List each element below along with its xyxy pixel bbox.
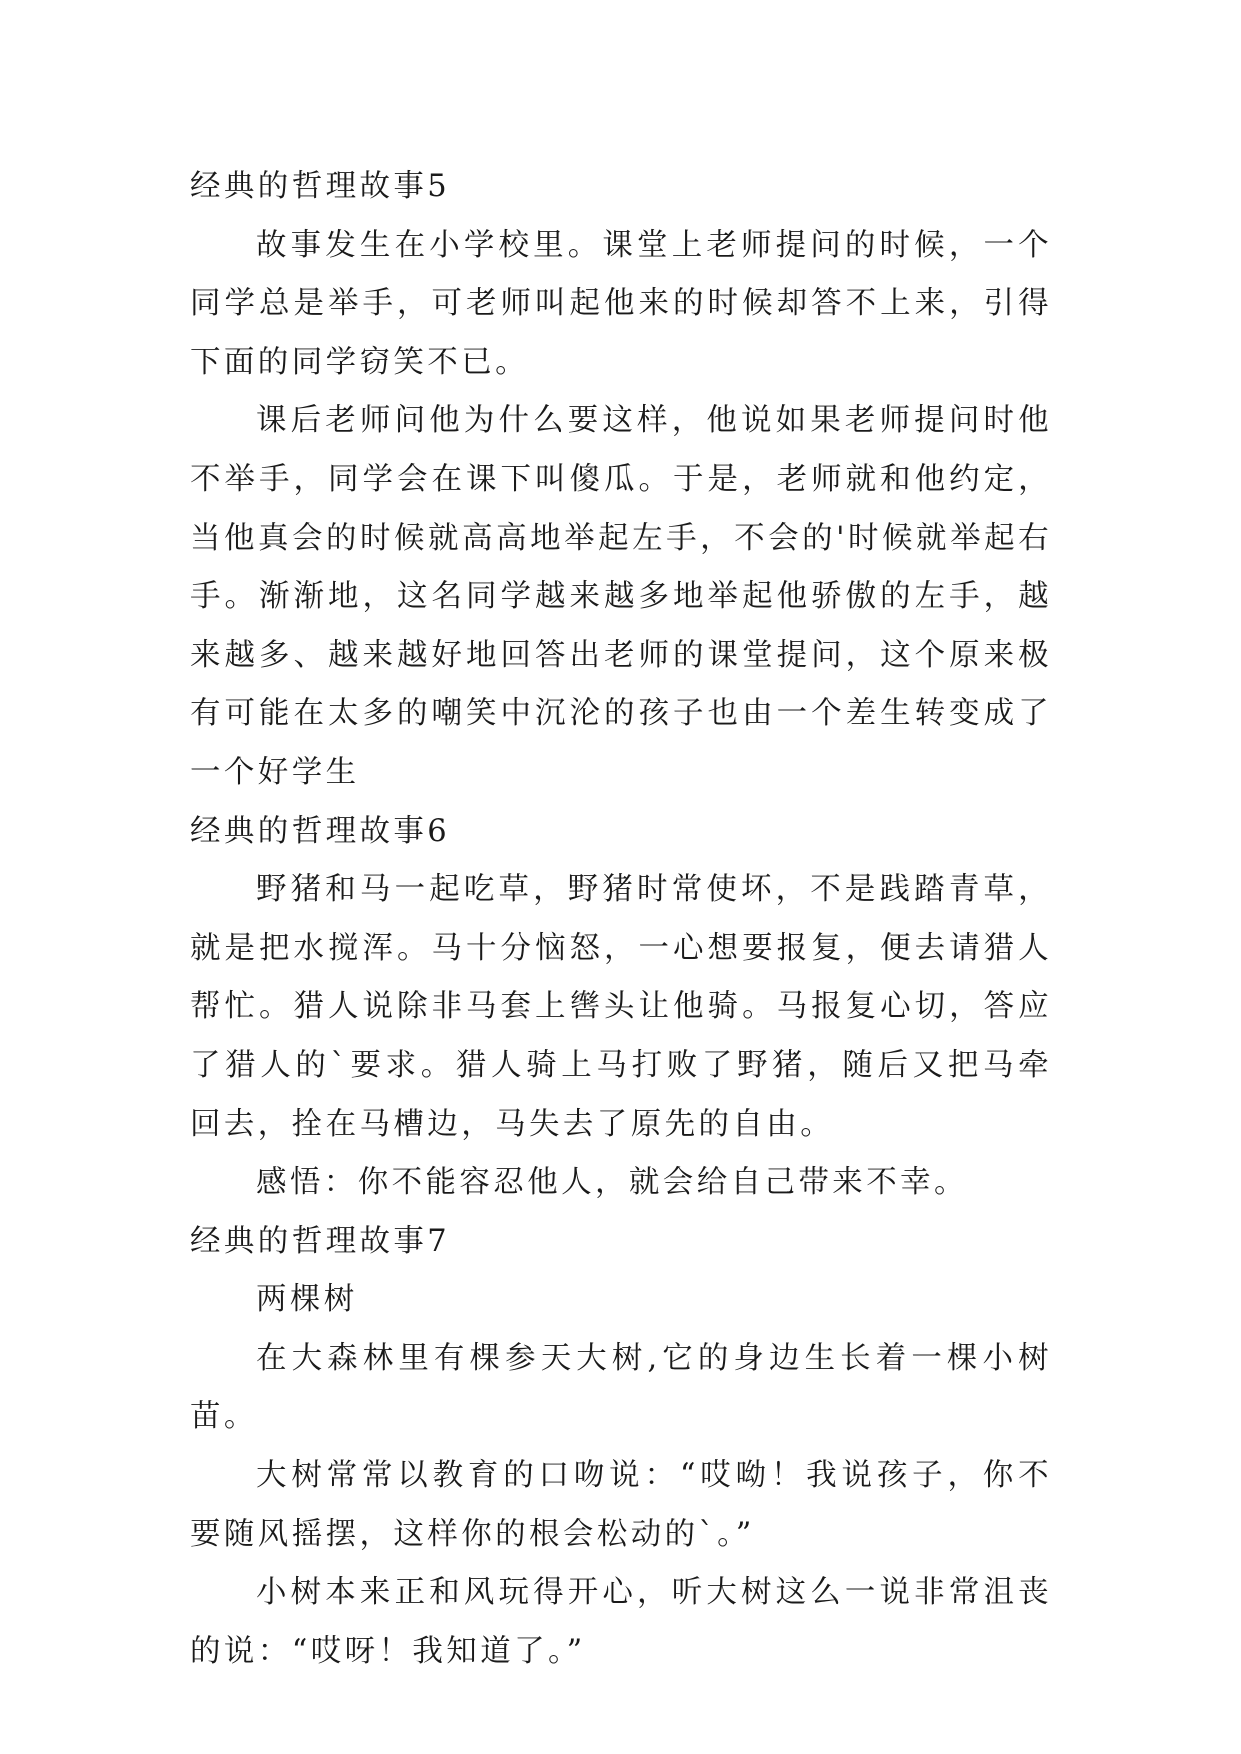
story-7-paragraph-3: 小树本来正和风玩得开心，听大树这么一说非常沮丧的说：“哎呀！我知道了。”: [190, 1575, 1052, 1669]
story-6-insight: 感悟：你不能容忍他人，就会给自己带来不幸。: [256, 1165, 968, 1201]
story-7-paragraph-2: 大树常常以教育的口吻说：“哎呦！我说孩子，你不要随风摇摆，这样你的根会松动的`。”: [190, 1458, 1052, 1552]
story-7-heading: 经典的哲理故事7: [190, 1223, 451, 1259]
story-5-heading: 经典的哲理故事5: [190, 169, 451, 204]
story-6-paragraph-1: 野猪和马一起吃草，野猪时常使坏，不是践踏青草，就是把水搅浑。马十分恼怒，一心想要报复，便去请猎人帮忙。猎人说除非马套上辔头让他骑。马报复心切，答应了猎人的`要求。猎人骑上马打败了野猪，随后又把马牵回去，拴在马槽边，马失去了原先的自由。: [190, 872, 1052, 1142]
story-5-paragraph-2: 课后老师问他为什么要这样，他说如果老师提问时他不举手，同学会在课下叫傻瓜。于是，老师就和他约定，当他真会的时候就高高地举起左手，不会的'时候就举起右手。渐渐地，这名同学越来越多地举起他骄傲的左手，越来越多、越来越好地回答出老师的课堂提问，这个原来极有可能在太多的嘲笑中沉沦的孩子也由一个差生转变成了一个好学生: [190, 403, 1052, 790]
story-7-title: 两棵树: [256, 1282, 358, 1318]
story-7-paragraph-1: 在大森林里有棵参天大树,它的身边生长着一棵小树苗。: [190, 1340, 1052, 1435]
story-6-heading: 经典的哲理故事6: [190, 813, 451, 849]
document-body: [190, 158, 1052, 1681]
story-5-paragraph-1: 故事发生在小学校里。课堂上老师提问的时候，一个同学总是举手，可老师叫起他来的时候却答不上来，引得下面的同学窃笑不已。: [190, 227, 1052, 380]
